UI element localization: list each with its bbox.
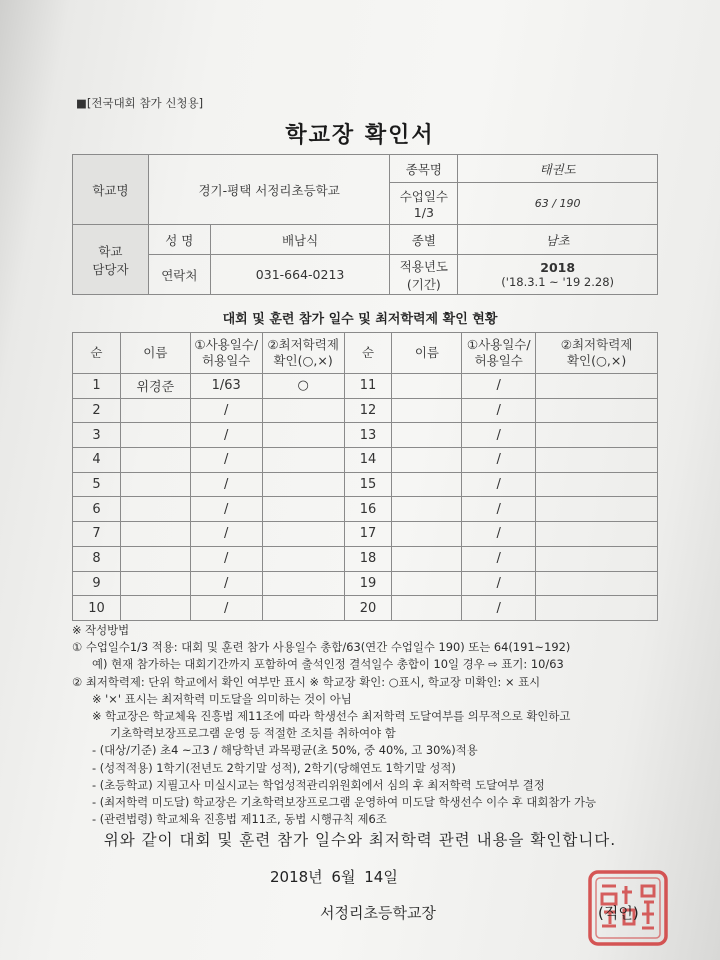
row-num2: 12: [344, 398, 392, 423]
manager-name-label: 성 명: [148, 225, 210, 255]
class-days-value: 63 / 190: [458, 183, 658, 225]
class-days-label: [390, 183, 458, 225]
detail-2: - (성적적용) 1학기(전년도 2학기말 성적), 2학기(당해연도 1학기말 성적): [92, 760, 456, 775]
row-num2: 13: [344, 423, 392, 448]
row-days: /: [190, 497, 262, 522]
row-num: 2: [73, 398, 121, 423]
row-num: 1: [73, 374, 121, 399]
note-4a: ※ 학교장은 학교체육 진흥법 제11조에 따라 학생선수 최저학력 도달여부를 의무적으로 확인하고: [92, 709, 571, 724]
col-days2-header-line2: 허용일수: [474, 353, 523, 368]
table-row: [73, 497, 658, 522]
row-num: 6: [73, 497, 121, 522]
col-days-header: [190, 333, 262, 374]
form-type-tag: ■[전국대회 참가 신청용]: [76, 96, 204, 110]
row-name2: [392, 472, 462, 497]
col-check2-header: [536, 333, 658, 374]
row-days2: /: [462, 472, 536, 497]
col-check-header: [262, 333, 344, 374]
row-days: /: [190, 522, 262, 547]
row-days2: /: [462, 522, 536, 547]
col-name-header: 이름: [120, 333, 190, 374]
row-check: [262, 472, 344, 497]
detail-4: - (최저학력 미도달) 학교장은 기초학력보장프로그램 운영하여 미도달 학생선수 이수 후 대회참가 가능: [92, 795, 596, 810]
col-check2-header-line1: ②최저학력제: [560, 336, 633, 352]
instructions-title: ※ 작성방법: [72, 623, 130, 637]
row-days: 1/63: [190, 374, 262, 399]
col-num-header: 순: [73, 333, 121, 374]
note-1a: ① 수업일수1/3 적용: 대회 및 훈련 참가 사용일수 총합/63(연간 수업일수 190) 또는 64(191~192): [72, 640, 571, 655]
row-name2: [392, 546, 462, 571]
row-name2: [392, 448, 462, 473]
col-name2-header: 이름: [392, 333, 462, 374]
row-check2: [536, 374, 658, 399]
row-num2: 15: [344, 472, 392, 497]
table-row: [73, 398, 658, 423]
row-check2: [536, 497, 658, 522]
col-num2-header: 순: [344, 333, 392, 374]
col-check-header-line1: ②최저학력제: [267, 336, 339, 352]
period-value: ('18.3.1 ~ '19 2.28): [501, 275, 615, 289]
row-check2: [536, 398, 658, 423]
row-check2: [536, 423, 658, 448]
row-days: /: [190, 546, 262, 571]
row-days: /: [190, 398, 262, 423]
row-num: 5: [73, 472, 121, 497]
row-check: [262, 497, 344, 522]
table-row: [73, 423, 658, 448]
table-row: [73, 374, 658, 399]
row-days2: /: [462, 497, 536, 522]
row-num: 7: [73, 522, 121, 547]
row-check: [262, 522, 344, 547]
principal-title: 서정리초등학교장: [320, 904, 436, 922]
row-num: 10: [73, 596, 121, 621]
col-days-header-line1: ①사용일수/: [194, 336, 259, 352]
manager-label: [73, 225, 149, 295]
row-days: /: [190, 571, 262, 596]
row-name2: [392, 571, 462, 596]
row-check: [262, 448, 344, 473]
row-days: /: [190, 423, 262, 448]
school-name-label: 학교명: [73, 155, 149, 225]
row-check: [262, 423, 344, 448]
row-name: [120, 423, 190, 448]
detail-3: - (초등학교) 지필고사 미실시교는 학업성적관리위원회에서 심의 후 최저학력 도달여부 결정: [92, 777, 545, 792]
sport-value: 태권도: [458, 155, 658, 183]
manager-label-line1: 학교: [98, 243, 123, 259]
row-name: [120, 571, 190, 596]
row-check: [262, 546, 344, 571]
row-check2: [536, 448, 658, 473]
year-label-line2: (기간): [406, 276, 441, 292]
row-check2: [536, 596, 658, 621]
col-days2-header: [462, 333, 536, 374]
row-name: [120, 398, 190, 423]
row-name2: [392, 596, 462, 621]
info-table: [72, 154, 658, 295]
detail-1: - (대상/기준) 초4 ~고3 / 해당학년 과목평균(초 50%, 중 40%, 고 30%)적용: [92, 743, 478, 758]
row-name: [120, 497, 190, 522]
row-days2: /: [462, 398, 536, 423]
row-days: /: [190, 596, 262, 621]
year-label: [390, 255, 458, 295]
table-row: [73, 596, 658, 621]
row-name2: [392, 423, 462, 448]
row-check2: [536, 571, 658, 596]
row-days: /: [190, 448, 262, 473]
note-2: ② 최저학력제: 단위 학교에서 확인 여부만 표시 ※ 학교장 확인: ○표시, 학교장 미확인: × 표시: [72, 674, 541, 689]
detail-5: - (관련법령) 학교체육 진흥법 제11조, 동법 시행규칙 제6조: [92, 812, 387, 827]
col-days2-header-line1: ①사용일수/: [466, 336, 531, 352]
row-num2: 14: [344, 448, 392, 473]
row-check: [262, 398, 344, 423]
table-row: [73, 522, 658, 547]
row-num: 8: [73, 546, 121, 571]
row-check: [262, 571, 344, 596]
confirmation-statement: 위와 같이 대회 및 훈련 참가 일수와 최저학력 관련 내용을 확인합니다.: [103, 831, 617, 849]
manager-name-value: 배남식: [210, 225, 390, 255]
row-name: 위경준: [120, 374, 190, 399]
participation-table: [72, 332, 658, 621]
row-days: /: [190, 472, 262, 497]
row-check2: [536, 522, 658, 547]
row-check: ○: [262, 374, 344, 399]
table-row: [73, 546, 658, 571]
row-check2: [536, 472, 658, 497]
row-num2: 11: [344, 374, 392, 399]
row-name: [120, 596, 190, 621]
year-label-line1: 적용년도: [399, 258, 449, 274]
seal-label: (직인): [598, 904, 639, 922]
note-1b: 예) 현재 참가하는 대회기간까지 포함하여 출석인정 결석일수 총합이 10일 경우 ⇨ 표기: 10/63: [92, 657, 564, 672]
row-num: 4: [73, 448, 121, 473]
row-name2: [392, 374, 462, 399]
document-title: 학교장 확인서: [285, 123, 435, 148]
manager-label-line2: 담당자: [92, 261, 129, 277]
row-days2: /: [462, 448, 536, 473]
row-name2: [392, 398, 462, 423]
row-num2: 19: [344, 571, 392, 596]
class-days-label-line1: 수업일수: [399, 189, 449, 204]
school-name-value: 경기-평택 서정리초등학교: [148, 155, 390, 225]
year-value: 2018: [540, 260, 576, 275]
row-days2: /: [462, 596, 536, 621]
note-4b: 기초학력보장프로그램 운영 등 적절한 조치를 취하여야 함: [110, 726, 396, 741]
row-days2: /: [462, 571, 536, 596]
row-days2: /: [462, 423, 536, 448]
row-days2: /: [462, 546, 536, 571]
col-check-header-line2: 확인(○,×): [273, 353, 333, 368]
class-days-label-line2: 1/3: [413, 205, 434, 220]
row-name: [120, 522, 190, 547]
gender-value: 남초: [458, 225, 658, 255]
table-header-row: [73, 333, 658, 374]
row-name2: [392, 522, 462, 547]
instructions: [72, 622, 672, 828]
issue-date: 2018년 6월 14일: [270, 868, 398, 886]
row-num2: 20: [344, 596, 392, 621]
row-name: [120, 472, 190, 497]
row-check2: [536, 546, 658, 571]
gender-label: 종별: [390, 225, 458, 255]
table-row: [73, 472, 658, 497]
col-days-header-line2: 허용일수: [202, 353, 251, 368]
row-check: [262, 596, 344, 621]
note-3: ※ '×' 표시는 최저학력 미도달을 의미하는 것이 아님: [92, 691, 352, 706]
row-name: [120, 448, 190, 473]
row-num2: 16: [344, 497, 392, 522]
row-name: [120, 546, 190, 571]
table-subtitle: 대회 및 훈련 참가 일수 및 최저학력제 확인 현황: [222, 312, 498, 327]
row-name2: [392, 497, 462, 522]
contact-label: 연락처: [148, 255, 210, 295]
year-value-cell: [458, 255, 658, 295]
contact-value: 031-664-0213: [210, 255, 390, 295]
row-num2: 17: [344, 522, 392, 547]
table-row: [73, 571, 658, 596]
row-num: 9: [73, 571, 121, 596]
sport-label: 종목명: [390, 155, 458, 183]
col-check2-header-line2: 확인(○,×): [566, 353, 627, 368]
table-row: [73, 448, 658, 473]
row-num: 3: [73, 423, 121, 448]
row-num2: 18: [344, 546, 392, 571]
row-days2: /: [462, 374, 536, 399]
